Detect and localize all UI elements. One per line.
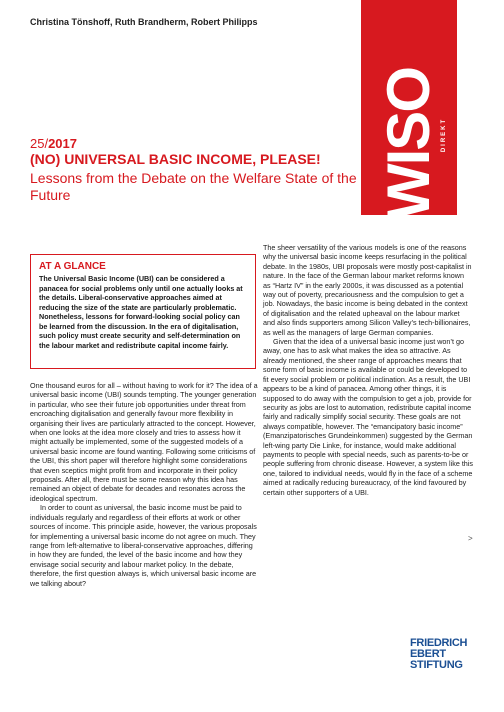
continue-arrow-icon: > bbox=[468, 534, 473, 543]
fes-logo-line3: STIFTUNG bbox=[410, 659, 463, 671]
at-a-glance-box bbox=[30, 254, 256, 369]
issue-prefix: 25/ bbox=[30, 136, 49, 151]
fes-logo-line1: FRIEDRICH bbox=[410, 637, 468, 649]
issue-number bbox=[30, 136, 77, 151]
document-title: (NO) UNIVERSAL BASIC INCOME, PLEASE! bbox=[30, 151, 321, 167]
body-column-left bbox=[30, 381, 258, 588]
document-subtitle: Lessons from the Debate on the Welfare State of the Future bbox=[30, 170, 357, 203]
fes-logo bbox=[410, 638, 480, 671]
paragraph: The sheer versatility of the various models is one of the reasons why the universal basic income keeps resurfacing in the political debate. In the 1980s, UBI proposals were mostly post-capitalist in nature. In the face of the German labour market reforms known as “Hartz IV” in the early 2000s, it was discussed as a potential way out of poverty, precariousness and the compulsion to get a job. Nowadays, the basic income is being debated in the context of digitalisation and the related upheaval on the labour market and also finds supporters among Silicon Valley’s tech-billionaires, as well as the managers of large German companies. bbox=[263, 243, 472, 337]
wiso-brand-bar bbox=[361, 0, 457, 220]
paragraph: In order to count as universal, the basic income must be paid to individuals regularly and regardless of their efforts at work or other sources of income. This principle aside, however, the various proposals for implementing a universal basic income do not agree on much. They range from left-alternative to liberal-conservative approaches, differing in how they are funded, the level of the basic income and how they envisage social security and labour market policy. In the debate, therefore, the first question always is, which universal basic income are we talking about? bbox=[30, 503, 257, 588]
paragraph: Given that the idea of a universal basic income just won’t go away, one has to ask what makes the idea so attractive. As already mentioned, the sheer range of approaches means that some form of basic income is available or could be developed to fit every social problem or political inclination. As a result, the UBI appears to be a kind of panacea. Among other things, it is supposed to do away with the compulsion to get a job, provide for security as jobs are lost to automation, redistribute capital income fairly and radically simplify social security. These goals are not always compatible, however. The “emancipatory basic income” (Emanzipatorisches Grundeinkommen) suggested by the German left-wing party Die Linke, for instance, would make additional payments to people with special needs, such as parents-to-be or people suffering from chronic disease. However, a system like this one, tailored to individual needs, would fly in the face of a scheme aimed at radically reducing bureaucracy, of the kind favoured by certain other supporters of a UBI. bbox=[263, 337, 473, 497]
wiso-direkt-text: DIREKT bbox=[441, 117, 447, 153]
fes-logo-line2: EBERT bbox=[410, 648, 446, 660]
authors-line: Christina Tönshoff, Ruth Brandherm, Robert Philipps bbox=[30, 17, 258, 27]
paragraph: One thousand euros for all – without having to work for it? The idea of a universal basic income (UBI) sounds tempting. The younger generation in particular, who see their future job opportunities under threat from encroaching digitalisation and generally favour more flexibility in organising their lives are particularly attracted to the concept. However, when one looks at the idea more closely and tries to assess how it might actually be implemented, some of the suggested models of a universal basic income are found wanting. Following some criticisms of the UBI, this short paper will therefore highlight some considerations that even sceptics might profit from and incorporate in their policy proposals. After all, there must be some reason why this idea has remained an object of debate for decades and resonates across the ideological spectrum. bbox=[30, 381, 258, 503]
issue-year: 2017 bbox=[48, 136, 77, 151]
at-a-glance-heading: AT A GLANCE bbox=[39, 261, 106, 272]
wiso-logo-text: WISO bbox=[375, 68, 442, 220]
at-a-glance-text: The Universal Basic Income (UBI) can be considered a panacea for social problems only until one actually looks at the details. Liberal-conservative approaches aimed at reducing the size of the state are particularly problematic. Nonetheless, lessons for forward-looking social policy can be learned from the discussion. In the era of digitalisation, such policy must create security and self-determination on the labour market and redistribute capital income fairly. bbox=[39, 274, 243, 350]
body-column-right bbox=[263, 243, 473, 497]
